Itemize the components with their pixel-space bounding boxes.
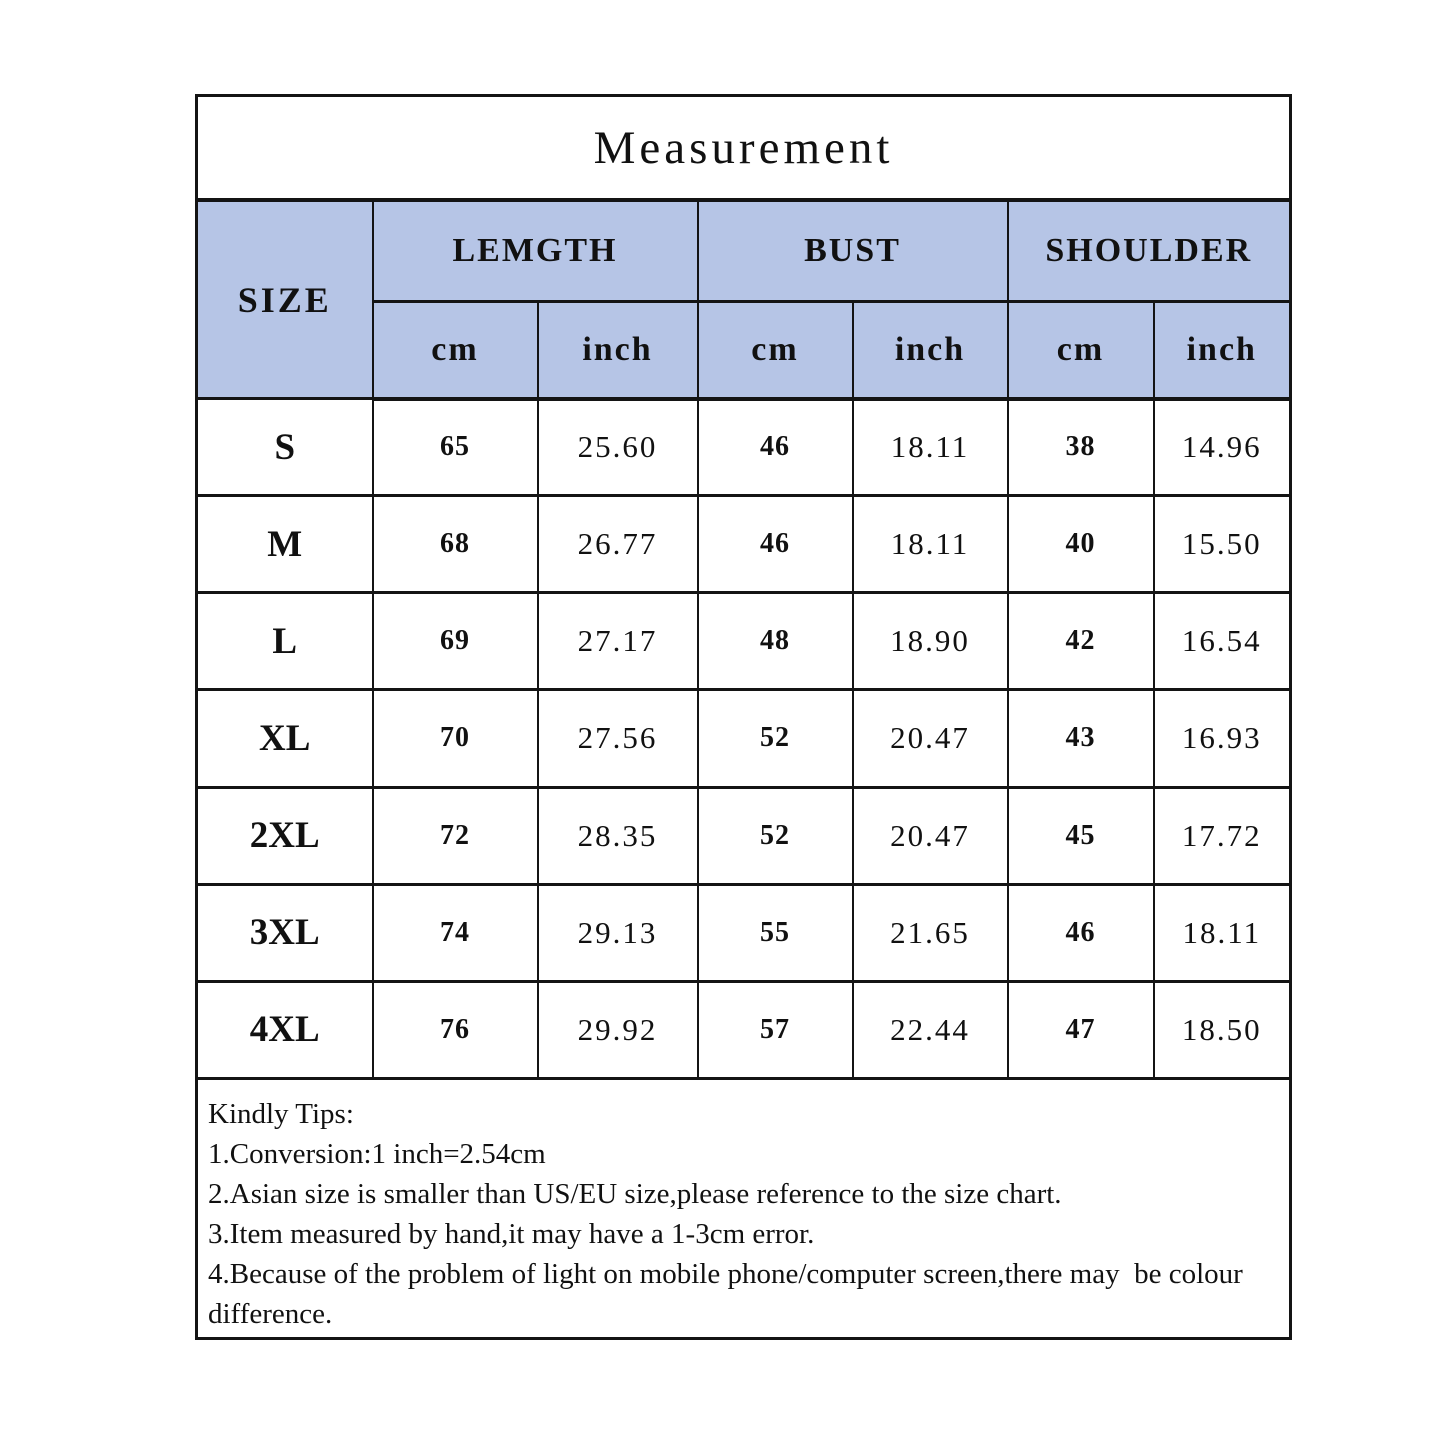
length-cm-value: 70	[373, 690, 538, 787]
shoulder-inch-value: 16.93	[1154, 690, 1291, 787]
tips-line: 2.Asian size is smaller than US/EU size,please reference to the size chart.	[208, 1177, 1062, 1210]
shoulder-cm-value: 38	[1008, 399, 1154, 496]
bust-inch-value: 18.11	[853, 496, 1008, 593]
length-inch-value: 26.77	[538, 496, 698, 593]
length-inch-value: 27.56	[538, 690, 698, 787]
length-cm-value: 72	[373, 787, 538, 884]
bust-column-header: BUST	[698, 200, 1008, 301]
shoulder-cm-value: 45	[1008, 787, 1154, 884]
shoulder-cm-value: 46	[1008, 884, 1154, 981]
length-inch-header: inch	[538, 301, 698, 398]
table-row	[197, 496, 1291, 593]
title-row	[197, 96, 1291, 201]
table-row	[197, 593, 1291, 690]
tips-line: 3.Item measured by hand,it may have a 1-3cm error.	[208, 1217, 815, 1250]
size-rows	[197, 399, 1291, 1079]
tips-lines	[208, 1134, 1279, 1334]
table-row	[197, 787, 1291, 884]
table-row	[197, 884, 1291, 981]
tips-cell	[197, 1078, 1291, 1338]
bust-inch-value: 20.47	[853, 690, 1008, 787]
page-title: Measurement	[197, 96, 1291, 201]
shoulder-inch-header: inch	[1154, 301, 1291, 398]
shoulder-column-header: SHOULDER	[1008, 200, 1291, 301]
tips-heading: Kindly Tips:	[208, 1097, 354, 1130]
bust-inch-value: 20.47	[853, 787, 1008, 884]
measurement-table	[195, 94, 1292, 1340]
length-cm-value: 76	[373, 981, 538, 1078]
shoulder-cm-value: 40	[1008, 496, 1154, 593]
header-group-row	[197, 200, 1291, 301]
bust-cm-value: 46	[698, 399, 853, 496]
shoulder-cm-value: 43	[1008, 690, 1154, 787]
bust-cm-value: 55	[698, 884, 853, 981]
shoulder-inch-value: 15.50	[1154, 496, 1291, 593]
bust-cm-header: cm	[698, 301, 853, 398]
bust-cm-value: 46	[698, 496, 853, 593]
length-inch-value: 29.92	[538, 981, 698, 1078]
bust-cm-value: 52	[698, 690, 853, 787]
length-inch-value: 29.13	[538, 884, 698, 981]
shoulder-cm-value: 42	[1008, 593, 1154, 690]
shoulder-inch-value: 17.72	[1154, 787, 1291, 884]
bust-cm-value: 57	[698, 981, 853, 1078]
size-label: M	[197, 496, 373, 593]
size-label: S	[197, 399, 373, 496]
length-cm-value: 65	[373, 399, 538, 496]
length-inch-value: 27.17	[538, 593, 698, 690]
table-row	[197, 690, 1291, 787]
length-inch-value: 28.35	[538, 787, 698, 884]
size-label: 3XL	[197, 884, 373, 981]
length-inch-value: 25.60	[538, 399, 698, 496]
table-row	[197, 399, 1291, 496]
size-label: L	[197, 593, 373, 690]
shoulder-inch-value: 14.96	[1154, 399, 1291, 496]
tips-row	[197, 1078, 1291, 1338]
bust-cm-value: 52	[698, 787, 853, 884]
shoulder-cm-value: 47	[1008, 981, 1154, 1078]
length-column-header: LEMGTH	[373, 200, 698, 301]
bust-inch-value: 18.11	[853, 399, 1008, 496]
length-cm-value: 69	[373, 593, 538, 690]
bust-inch-value: 21.65	[853, 884, 1008, 981]
length-cm-value: 74	[373, 884, 538, 981]
length-cm-header: cm	[373, 301, 538, 398]
bust-cm-value: 48	[698, 593, 853, 690]
tips-line: 4.Because of the problem of light on mobile phone/computer screen,there may be colour difference.	[208, 1257, 1251, 1330]
bust-inch-value: 18.90	[853, 593, 1008, 690]
tips-line: 1.Conversion:1 inch=2.54cm	[208, 1137, 546, 1170]
shoulder-inch-value: 18.50	[1154, 981, 1291, 1078]
size-label: 4XL	[197, 981, 373, 1078]
size-label: 2XL	[197, 787, 373, 884]
shoulder-cm-header: cm	[1008, 301, 1154, 398]
shoulder-inch-value: 18.11	[1154, 884, 1291, 981]
bust-inch-value: 22.44	[853, 981, 1008, 1078]
shoulder-inch-value: 16.54	[1154, 593, 1291, 690]
bust-inch-header: inch	[853, 301, 1008, 398]
length-cm-value: 68	[373, 496, 538, 593]
size-label: XL	[197, 690, 373, 787]
size-column-header: SIZE	[197, 200, 373, 398]
table-row	[197, 981, 1291, 1078]
